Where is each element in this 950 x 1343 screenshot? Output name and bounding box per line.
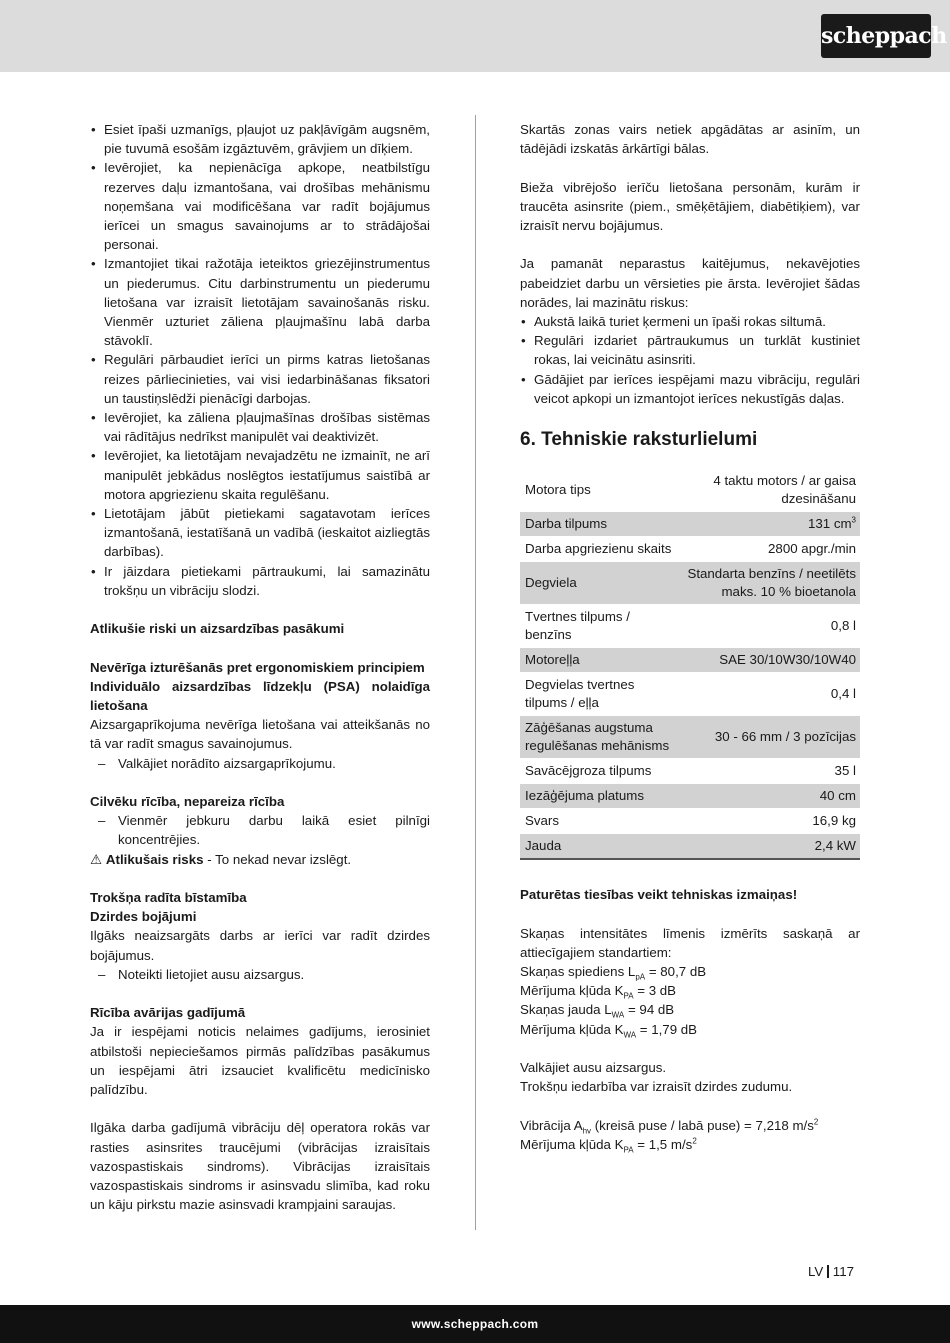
column-divider [475, 115, 476, 1230]
psa-dash-list [90, 754, 430, 773]
spec-label: Svars [520, 809, 676, 834]
sound-line: Mērījuma kļūda $K_{WA} = 1,79$ dB [520, 1021, 698, 1040]
behavior-heading: Cilvēku rīcība, nepareiza rīcība [90, 794, 285, 810]
ergonomics-heading: Nevērīga izturēšanās pret ergonomiskiem principiem [90, 659, 425, 675]
list-item: • Gādājiet par ierīces iespējami mazu vibrāciju, regulāri veicot apkopi un izmantojot ierīces nekustīgās daļas. [520, 370, 860, 408]
paragraph: Skartās zonas vairs netiek apgādātas ar asinīm, un tādējādi izskatās ārkārtīgi bālas. [520, 122, 860, 157]
hearing-loss-line: Trokšņu iedarbība var izraisīt dzirdes zudumu. [520, 1079, 793, 1095]
spec-label: Degviela [520, 562, 676, 605]
spec-label: Motoreļļa [520, 648, 676, 673]
list-item: • Ievērojiet, ka nepienācīga apkope, neatbilstīgu rezerves daļu izmantošana, vai drošības mehānismu noņemšana vai modificēšana var radīt bojājumus ierīcei un smagus savainojums ar to strādājošai personai. [90, 158, 430, 254]
table-row [520, 673, 860, 716]
table-row [520, 759, 860, 784]
spec-value: 30 - 66 mm / 3 pozīcijas [676, 716, 860, 759]
psa-heading: Individuālo aizsardzības līdzekļu (PSA) nolaidīga lietošana [90, 678, 430, 714]
list-item: • Izmantojiet tikai ražotāja ieteiktos griezējinstrumentus un piederumus. Citu darbinstrumentu un piederumu lietošana var izraisīt lietotājam savainošanās risku. Vienmēr uzturiet zāliena pļaujmašīnu labā darba stāvoklī. [90, 254, 430, 350]
list-item: • Esiet īpaši uzmanīgs, pļaujot uz pakļāvīgām augsnēm, pie tuvumā esošām izgāztuvēm, grāvjiem un dīķiem. [90, 120, 430, 158]
sound-intro: Skaņas intensitātes līmenis izmērīts saskaņā ar attiecīgajiem standartiem: [520, 925, 860, 960]
hearing-text: Ilgāks neaizsargāts darbs ar ierīci var radīt dzirdes bojājumus. [90, 928, 430, 963]
header-band [0, 0, 950, 72]
spec-label: Motora tips [520, 469, 676, 512]
list-item: • Lietotājam jābūt pietiekami sagatavotam ierīces izmantošanā, iestatīšanā un vadībā (ieskaitot aizliegtās darbības). [90, 504, 430, 562]
page-number: LV 117 [808, 1264, 854, 1279]
accident-heading: Rīcība avārijas gadījumā [90, 1005, 246, 1021]
table-row [520, 469, 860, 512]
behavior-dash-list [90, 811, 430, 849]
paragraph: Bieža vibrējošo ierīču lietošana personām, kurām ir traucēta asinsrite (piem., smēķētājiem, diabētiķiem), var izraisīt nervu bojājumus. [520, 179, 860, 233]
table-row [520, 648, 860, 673]
spec-value: 2,4 kW [676, 834, 860, 860]
section-title: 6. Tehniskie raksturlielumi [520, 429, 758, 451]
list-item: • Ir jāizdara pietiekami pārtraukumi, lai samazinātu trokšņu un vibrāciju slodzi. [90, 562, 430, 600]
hearing-heading: Dzirdes bojājumi [90, 909, 197, 925]
spec-table [520, 469, 860, 860]
spec-value: 40 cm [676, 784, 860, 809]
table-row [520, 512, 860, 537]
spec-value: 35 l [676, 759, 860, 784]
list-item: – Noteikti lietojiet ausu aizsargus. [90, 965, 430, 984]
list-item: – Valkājiet norādīto aizsargaprīkojumu. [90, 754, 430, 773]
hearing-dash-list [90, 965, 430, 984]
table-row [520, 809, 860, 834]
vibration-bullet-list [520, 312, 860, 408]
safety-bullet-list [90, 120, 430, 600]
warning-triangle-icon: ⚠ [90, 851, 102, 867]
list-item: • Ievērojiet, ka lietotājam nevajadzētu ne izmainīt, ne arī manipulēt jebkādus noslēgtos iestatījumus saistībā ar motora apgriezienu skaita regulēšanu. [90, 446, 430, 504]
sound-line: Mērījuma kļūda $K_{PA} = 3$ dB [520, 983, 677, 1001]
list-item: • Ievērojiet, ka zāliena pļaujmašīnas drošības sistēmas vai rādītājus nedrīkst manipulēt vai deaktivizēt. [90, 408, 430, 446]
spec-label: Jauda [520, 834, 676, 860]
sound-line: Skaņas jauda $L_{WA} = 94$ dB [520, 1002, 675, 1021]
list-item: • Aukstā laikā turiet ķermeni un īpaši rokas siltumā. [520, 312, 860, 331]
vibration-text: Ilgāka darba gadījumā vibrāciju dēļ operatora rokās var rasties asinsrites traucējumi (vibrācijas izraisītais vazospastiskais sindroms). Vibrācijas izraisītais vazospastiskais sindroms ir asinsvadu slimība, kad roku un kāju pirkstu mazie asinsvadi krampjaini saraujas. [90, 1120, 430, 1213]
ear-protection-line: Valkājiet ausu aizsargus. [520, 1060, 667, 1075]
table-row [520, 716, 860, 759]
residual-risks-heading: Atlikušie riski un aizsardzības pasākumi [90, 621, 345, 637]
spec-value: SAE 30/10W30/10W40 [676, 648, 860, 673]
spec-value: 4 taktu motors / ar gaisa dzesināšanu [676, 469, 860, 512]
spec-value: 131 $cm^3$ [676, 512, 860, 537]
warning-text: - To nekad nevar izslēgt. [203, 851, 352, 867]
noise-heading: Trokšņa radīta bīstamība [90, 890, 247, 906]
table-row [520, 834, 860, 860]
spec-value: 16,9 kg [676, 809, 860, 834]
spec-value: Standarta benzīns / neetilēts maks. 10 % bioetanola [676, 562, 860, 605]
table-row [520, 537, 860, 562]
rights-notice: Paturētas tiesības veikt tehniskas izmaiņas! [520, 887, 798, 903]
spec-label: Zāģēšanas augstuma regulēšanas mehānisms [520, 716, 676, 759]
list-item: • Regulāri pārbaudiet ierīci un pirms katras lietošanas reizes pārliecinieties, vai visi iedarbināšanas fiksatori un taustiņslēdži pienācīgi darbojas. [90, 350, 430, 408]
spec-label: Savācējgroza tilpums [520, 759, 676, 784]
spec-value: 0,4 l [676, 673, 860, 716]
spec-label: Iezāģējuma platums [520, 784, 676, 809]
spec-value: 0,8 l [676, 605, 860, 648]
list-item: • Regulāri izdariet pārtraukumus un turklāt kustiniet rokas, lai veicinātu asinsriti. [520, 331, 860, 369]
spec-label: Degvielas tvertnes tilpums / eļļa [520, 673, 676, 716]
list-item: – Vienmēr jebkuru darbu laikā esiet pilnīgi koncentrējies. [90, 811, 430, 849]
table-row [520, 784, 860, 809]
paragraph: Ja pamanāt neparastus kaitējumus, nekavējoties pabeidziet darbu un vērsieties pie ārsta. Ievērojiet šādas norādes, lai mazinātu riskus: [520, 256, 860, 310]
psa-text: Aizsargaprīkojuma nevērīga lietošana vai atteikšanās no tā var radīt smagus savainojumus. [90, 717, 430, 752]
left-column [90, 120, 430, 1214]
brand-logo: scheppach [821, 14, 931, 58]
spec-label: Tvertnes tilpums / benzīns [520, 605, 676, 648]
sound-line: Skaņas spiediens $L_{pA} = 80,7$ dB [520, 964, 707, 982]
vibration-error-line: Mērījuma kļūda $K_{PA} = 1,5$ $m/s^2$ [520, 1136, 697, 1155]
table-row [520, 605, 860, 648]
warning-label: Atlikušais risks [105, 851, 204, 867]
footer-url[interactable]: www.scheppach.com [411, 1317, 539, 1331]
right-column [520, 120, 860, 1154]
residual-risk-warning [90, 850, 430, 869]
spec-label: Darba apgriezienu skaits [520, 537, 676, 562]
spec-label: Darba tilpums [520, 512, 676, 537]
accident-text: Ja ir iespējami noticis nelaimes gadījums, ierosiniet atbilstoši nepieciešamos pirmās palīdzības pasākumus un iespējami ātri izsauciet kvalificētu medicīnisko palīdzību. [90, 1024, 430, 1098]
table-row [520, 562, 860, 605]
spec-value: 2800 apgr./min [676, 537, 860, 562]
vibration-line: Vibrācija $A_{hv}$ (kreisā puse / labā puse) = 7,218 $m/s^2$ [520, 1117, 819, 1136]
